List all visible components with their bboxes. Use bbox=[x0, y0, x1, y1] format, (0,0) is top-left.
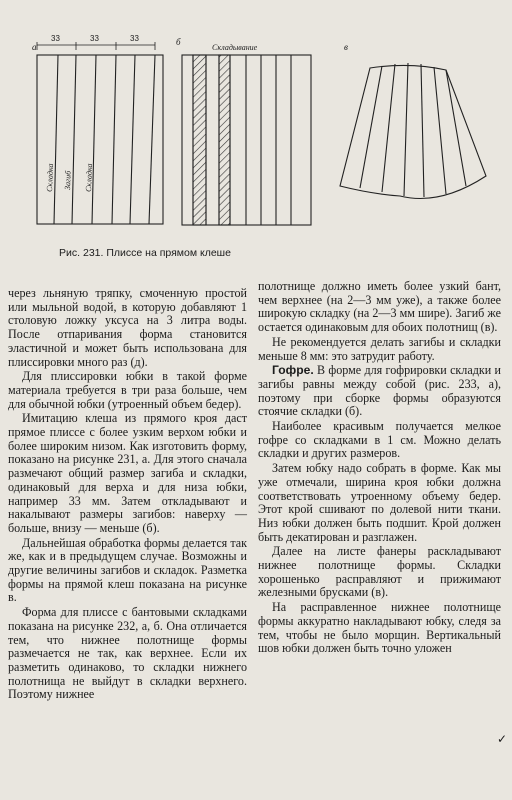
top-label: Складывание bbox=[212, 43, 258, 52]
paragraph: Имитацию клеша из прямого кроя даст прямое плиссе с более узким верхом юбки и более широким низом. Как изготовить форму, показано на рисунке 231, а. Для этого сначала размечают общий размер загиба и складки, одинаковый для верха и для низа юбки, например 33 мм. Затем откладывают и накалывают размеры загибов: наверху — больше, внизу — меньше (б). bbox=[8, 411, 247, 535]
left-column bbox=[8, 287, 247, 703]
paragraph: Затем юбку надо собрать в форме. Как мы уже отмечали, ширина кроя юбки должна соответствовать утроенному объему бедер. Этот крой сшивают по долевой нити ткани. Низ юбки должен быть подшит. Крой должен быть декатирован и разглажен. bbox=[258, 461, 501, 544]
dimension-1: 33 bbox=[51, 34, 60, 43]
panel-b-label: б bbox=[176, 37, 181, 47]
vertical-label-fold-2: Складка bbox=[84, 163, 94, 193]
paragraph: Для плиссировки юбки в такой форме материала требуется в три раза больше, чем для обычной юбки (утроенный объем бедер). bbox=[8, 369, 247, 411]
panel-c-skirt bbox=[340, 63, 486, 199]
paragraph: Не рекомендуется делать загибы и складки меньше 8 мм: это затрудит работу. bbox=[258, 334, 501, 363]
paragraph: На расправленное нижнее полотнище формы аккуратно накладывают юбку, следя за тем, чтобы не было морщин. Вертикальный шов юбки должен быть точно уложен bbox=[258, 600, 501, 656]
figure-caption: Рис. 231. Плиссе на прямом клеше bbox=[59, 247, 231, 259]
right-column bbox=[258, 280, 501, 657]
section-term: Гофре. bbox=[272, 363, 314, 378]
figure-drawing bbox=[0, 0, 512, 240]
paragraph: Далее на листе фанеры раскладывают нижнее полотнище формы. Складки хорошенько расправляют и прижимают железными брусками (в). bbox=[258, 544, 501, 600]
paragraph: полотнище должно иметь более узкий бант, чем верхнее (на 2—3 мм уже), а также более широкую складку (на 2—3 мм шире). Загиб же остается одинаковым для обоих полотнищ (в). bbox=[258, 279, 501, 335]
panel-a-label: а bbox=[32, 42, 37, 52]
paragraph bbox=[258, 364, 501, 419]
panel-b-pattern bbox=[182, 55, 311, 225]
paragraph: Дальнейшая обработка формы делается так же, как и в предыдущем случае. Возможны и другие величины загибов и складок. Разметка формы на прямой клеш показана на рисунке в. bbox=[8, 535, 247, 605]
dimension-3: 33 bbox=[130, 34, 139, 43]
panel-a-pattern bbox=[37, 42, 163, 224]
paragraph: через льняную тряпку, смоченную простой или мыльной водой, в которую добавляют 1 столовую ложку уксуса на 3 литра воды. После отпаривания форма становится эластичной и может быть использована для плиссировки много раз (д). bbox=[8, 286, 247, 369]
paragraph: Форма для плиссе с бантовыми складками показана на рисунке 232, а, б. Она отличается тем, что нижнее полотнище формы размечается не так, как верхнее. Если их разметить одинаково, то складки нижнего полотнища не выйдут в складки верхнего. Поэтому нижнее bbox=[8, 605, 247, 702]
margin-check-mark: ✓ bbox=[497, 732, 508, 746]
figure-231 bbox=[0, 0, 512, 259]
panel-c-label: в bbox=[344, 42, 348, 52]
vertical-label-turn: Загиб bbox=[63, 170, 73, 191]
vertical-label-fold-1: Складка bbox=[45, 163, 55, 193]
paragraph: Наиболее красивым получается мелкое гофре со складками в 1 см. Можно делать складки и других размеров. bbox=[258, 419, 501, 461]
section-text: В форме для гофрировки складки и загибы равны между собой (рис. 233, а), поэтому при сборке формы образуются стоячие складки (б). bbox=[258, 363, 501, 419]
dimension-2: 33 bbox=[90, 34, 99, 43]
